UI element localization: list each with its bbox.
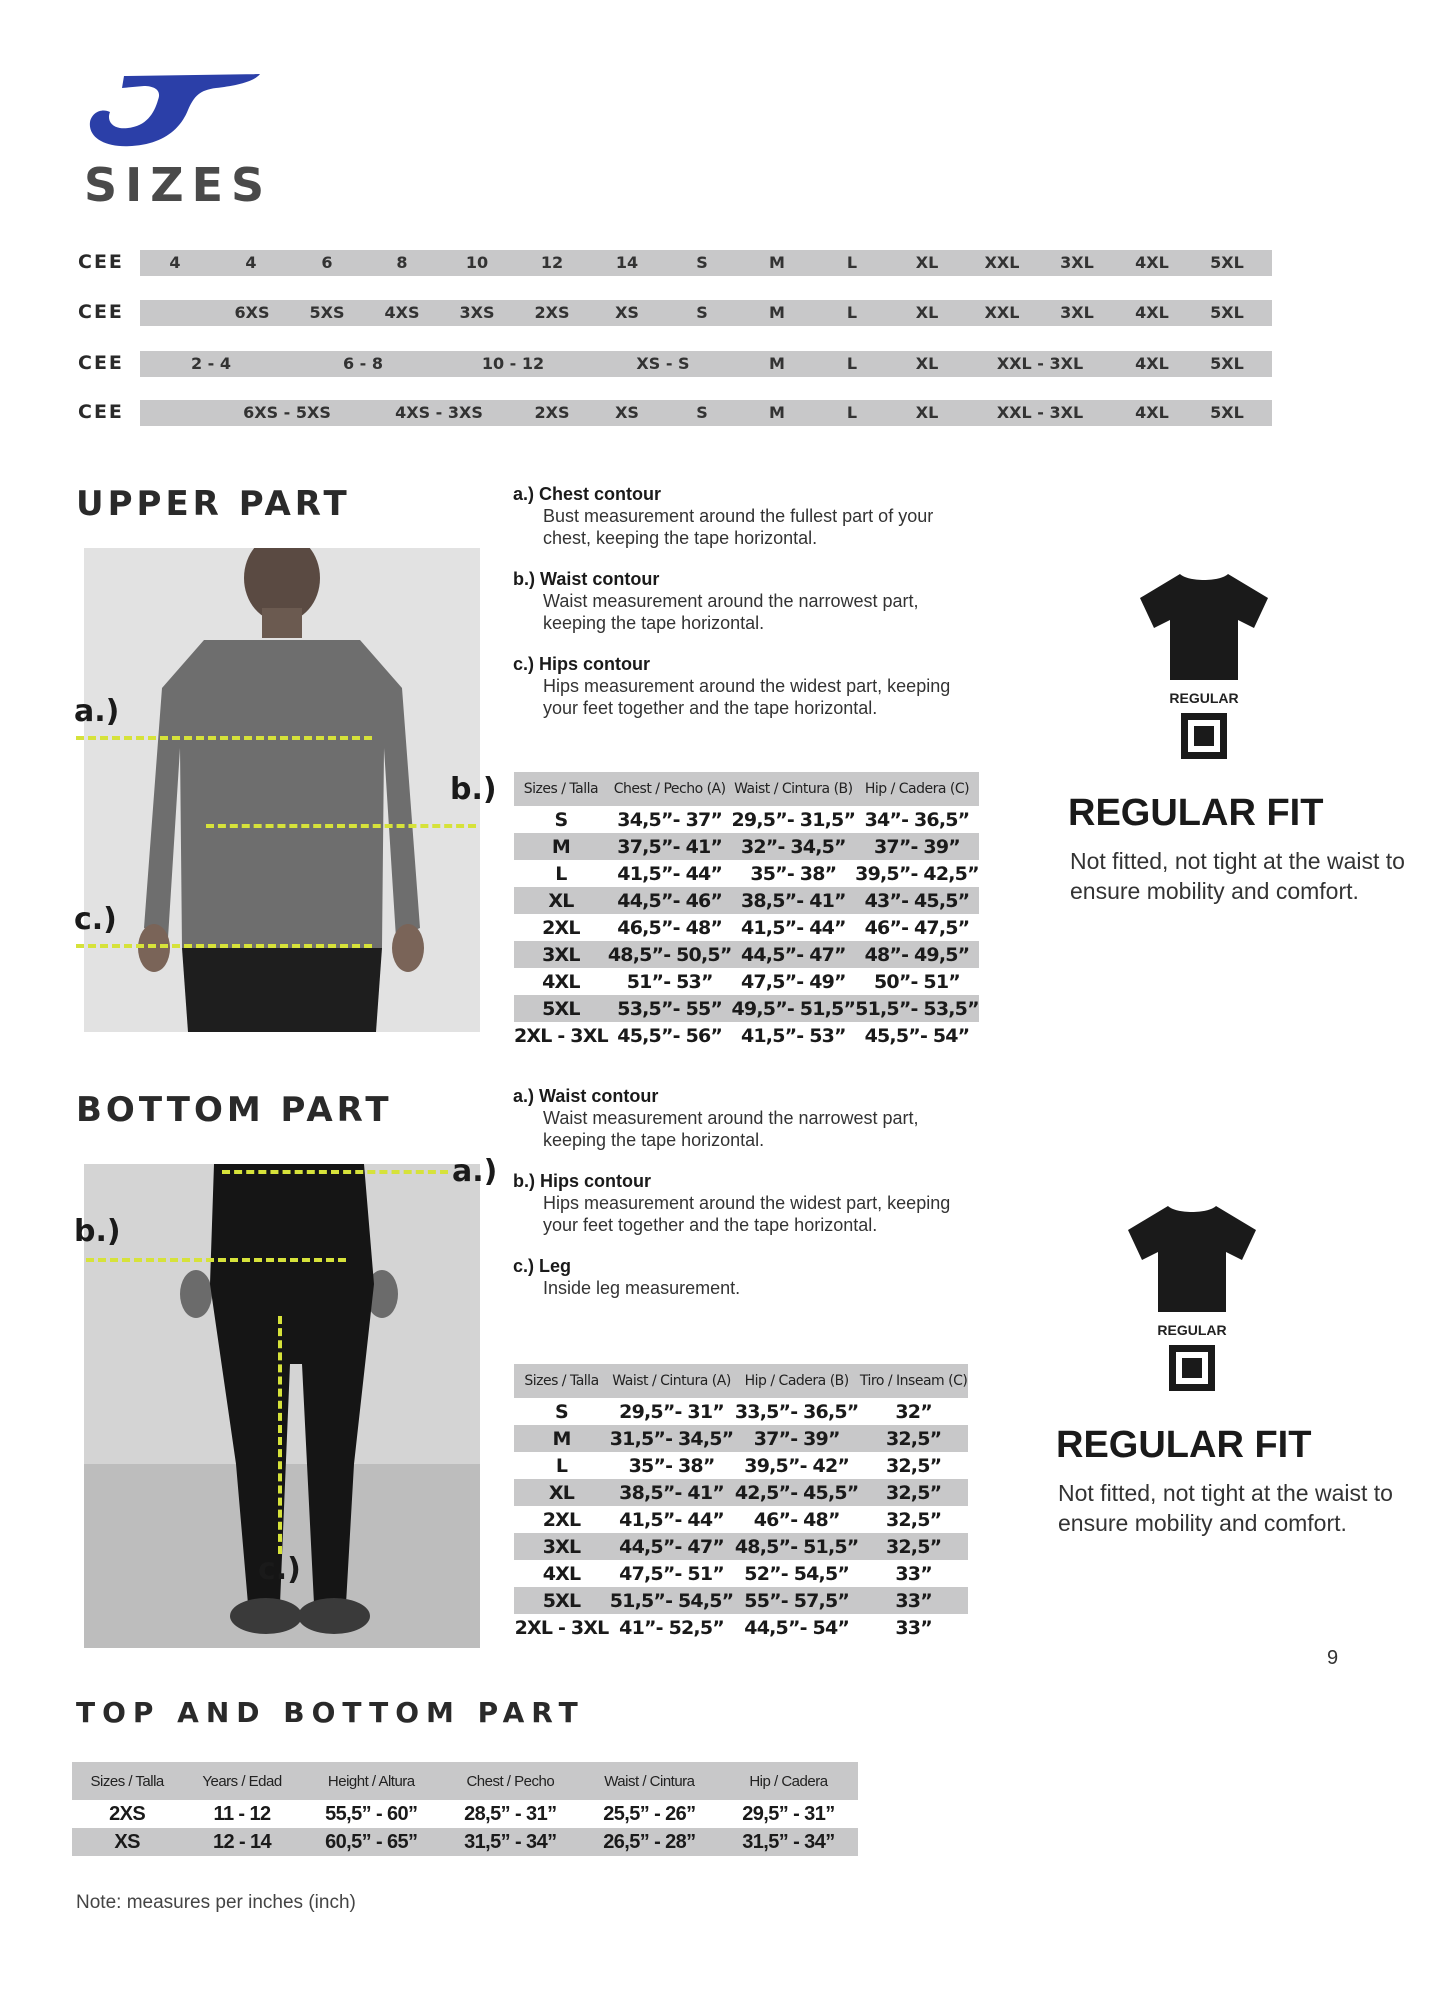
- cee-cell: 10: [465, 253, 489, 272]
- cee-cell: XL: [915, 354, 939, 373]
- cee-cell: S: [696, 303, 708, 322]
- cee-cell: 4XL: [1135, 303, 1169, 322]
- tshirt-icon: [1124, 1200, 1260, 1316]
- table-cell: 37”- 39”: [855, 833, 979, 860]
- table-cell: L: [555, 862, 567, 885]
- upper-descriptions: [513, 484, 983, 739]
- table-cell: 3XL: [514, 1533, 609, 1560]
- table-cell: 44,5”- 47”: [609, 1533, 734, 1560]
- leg-guide-line: [278, 1316, 282, 1554]
- cee-row-label: CEE: [78, 401, 124, 423]
- table-row: [514, 806, 979, 833]
- cee-cell: S: [696, 403, 708, 422]
- table-cell: 41,5”- 44”: [740, 916, 846, 939]
- table-cell: 2XL - 3XL: [514, 1024, 608, 1047]
- table-cell: 41,5”- 44”: [617, 862, 723, 885]
- bottom-part-title: BOTTOM PART: [76, 1090, 393, 1130]
- column-header: Tiro / Inseam (C): [859, 1364, 968, 1398]
- table-cell: 53,5”- 55”: [608, 995, 732, 1022]
- cee-cell: 6 - 8: [342, 354, 384, 373]
- cee-row: [140, 300, 1272, 326]
- table-cell: 38,5”- 41”: [609, 1479, 734, 1506]
- cee-cell: 8: [396, 253, 408, 272]
- table-cell: 33”: [859, 1587, 968, 1614]
- table-cell: 38,5”- 41”: [732, 887, 856, 914]
- cee-cell: M: [769, 303, 785, 322]
- table-cell: 25,5” - 26”: [603, 1802, 696, 1825]
- cee-cell: 5XS: [309, 303, 345, 322]
- desc-text: Hips measurement around the widest part, keeping your feet together and the tape horizontal.: [543, 1193, 951, 1235]
- table-cell: 32,5”: [885, 1454, 942, 1477]
- cee-cell: L: [846, 253, 858, 272]
- desc-title: c.) Leg: [513, 1256, 572, 1276]
- table-cell: 44,5”- 47”: [732, 941, 856, 968]
- cee-cell: 4XS: [384, 303, 420, 322]
- cee-row-label: CEE: [78, 352, 124, 374]
- column-header: Years / Edad: [182, 1762, 301, 1800]
- cee-cell: 6XS - 5XS: [243, 403, 331, 422]
- table-cell: 48,5”- 51,5”: [734, 1533, 859, 1560]
- waist-guide-line: [222, 1170, 448, 1174]
- top-bottom-part-title: TOP AND BOTTOM PART: [76, 1696, 585, 1729]
- table-cell: 32,5”: [885, 1508, 942, 1531]
- table-cell: 46”- 48”: [753, 1508, 840, 1531]
- cee-cell: XXL: [984, 303, 1020, 322]
- table-cell: 39,5”- 42,5”: [855, 862, 979, 885]
- table-cell: 35”- 38”: [628, 1454, 715, 1477]
- cee-cell: M: [769, 354, 785, 373]
- table-cell: 48”- 49,5”: [855, 941, 979, 968]
- cee-cell: 10 - 12: [481, 354, 545, 373]
- table-cell: 3XL: [514, 941, 608, 968]
- joma-logo: [84, 70, 264, 150]
- table-cell: 32,5”: [859, 1425, 968, 1452]
- column-header: Sizes / Talla: [514, 772, 608, 806]
- cee-cell: XL: [915, 303, 939, 322]
- cee-cell: XS: [615, 303, 639, 322]
- table-cell: 33”: [895, 1616, 932, 1639]
- cee-cell: XXL - 3XL: [996, 354, 1084, 373]
- bottom-descriptions: [513, 1086, 983, 1319]
- table-cell: XL: [514, 887, 608, 914]
- cee-cell: 2XS: [534, 403, 570, 422]
- table-cell: M: [514, 833, 608, 860]
- table-cell: 37”- 39”: [734, 1425, 859, 1452]
- table-cell: 45,5”- 56”: [617, 1024, 723, 1047]
- desc-text: Hips measurement around the widest part, keeping your feet together and the tape horizontal.: [543, 676, 951, 718]
- chest-guide-line: [76, 736, 372, 740]
- table-cell: 45,5”- 54”: [864, 1024, 970, 1047]
- table-cell: 11 - 12: [213, 1802, 271, 1825]
- marker-c: c.): [74, 902, 117, 937]
- cee-cell: 4XS - 3XS: [395, 403, 483, 422]
- table-cell: 29,5”- 31,5”: [731, 808, 856, 831]
- cee-cell: 4XL: [1135, 253, 1169, 272]
- table-cell: 55”- 57,5”: [734, 1587, 859, 1614]
- column-header: Waist / Cintura (A): [609, 1364, 734, 1398]
- marker-b: b.): [74, 1214, 121, 1249]
- cee-cell: XXL - 3XL: [996, 403, 1084, 422]
- table-cell: 31,5” - 34”: [719, 1828, 858, 1856]
- cee-cell: L: [846, 303, 858, 322]
- cee-cell: 2XS: [534, 303, 570, 322]
- cee-cell: 3XL: [1060, 253, 1094, 272]
- table-cell: 2XL: [542, 1508, 581, 1531]
- table-cell: L: [555, 1454, 568, 1477]
- table-cell: 29,5”- 31”: [619, 1400, 724, 1423]
- regular-fit-icon: [1169, 1345, 1215, 1391]
- table-cell: 12 - 14: [182, 1828, 301, 1856]
- table-cell: 41”- 52,5”: [619, 1616, 724, 1639]
- column-header: Hip / Cadera: [719, 1762, 858, 1800]
- fit-description: Not fitted, not tight at the waist to ensure mobility and comfort.: [1058, 1480, 1393, 1536]
- table-cell: 4XL: [542, 1562, 581, 1585]
- table-cell: 51,5”- 54,5”: [609, 1587, 734, 1614]
- column-header: Hip / Cadera (B): [734, 1364, 859, 1398]
- desc-title: b.) Hips contour: [513, 1171, 651, 1191]
- column-header: Hip / Cadera (C): [855, 772, 979, 806]
- bottom-size-table: [514, 1364, 968, 1641]
- table-cell: 34,5”- 37”: [617, 808, 723, 831]
- regular-badge-label: REGULAR: [1169, 690, 1239, 706]
- table-row: [72, 1828, 858, 1856]
- table-row: [514, 968, 979, 995]
- marker-b: b.): [450, 772, 497, 807]
- table-row: [514, 1479, 968, 1506]
- table-row: [514, 1506, 968, 1533]
- table-cell: 32,5”: [859, 1479, 968, 1506]
- table-row: [514, 995, 979, 1022]
- table-row: [514, 860, 979, 887]
- upper-part-title: UPPER PART: [76, 484, 351, 524]
- table-cell: S: [555, 1400, 568, 1423]
- desc-text: Waist measurement around the narrowest part, keeping the tape horizontal.: [543, 1108, 919, 1150]
- marker-a: a.): [452, 1154, 498, 1189]
- table-cell: 46”- 47,5”: [864, 916, 970, 939]
- table-row: [514, 1587, 968, 1614]
- desc-text: Waist measurement around the narrowest part, keeping the tape horizontal.: [543, 591, 919, 633]
- table-cell: XL: [514, 1479, 609, 1506]
- cee-row-label: CEE: [78, 251, 124, 273]
- desc-title: c.) Hips contour: [513, 654, 651, 674]
- cee-cell: 2 - 4: [190, 354, 232, 373]
- table-cell: 33”: [895, 1562, 932, 1585]
- cee-cell: 4: [169, 253, 181, 272]
- table-cell: 28,5” - 31”: [464, 1802, 557, 1825]
- table-cell: 5XL: [514, 995, 608, 1022]
- table-header-row: [514, 772, 979, 806]
- cee-cell: XS: [615, 403, 639, 422]
- column-header: Chest / Pecho (A): [608, 772, 732, 806]
- table-row: [514, 833, 979, 860]
- cee-cell: 3XL: [1060, 303, 1094, 322]
- table-cell: S: [554, 808, 568, 831]
- cee-cell: L: [846, 403, 858, 422]
- upper-body-photo: [84, 548, 480, 1032]
- table-cell: 46,5”- 48”: [617, 916, 723, 939]
- column-header: Waist / Cintura: [580, 1762, 719, 1800]
- regular-badge-label: REGULAR: [1157, 1322, 1227, 1338]
- table-cell: 31,5”- 34,5”: [609, 1425, 734, 1452]
- cee-row: [140, 400, 1272, 426]
- table-cell: 35”- 38”: [750, 862, 837, 885]
- table-cell: 60,5” - 65”: [302, 1828, 441, 1856]
- table-row: [514, 887, 979, 914]
- table-cell: 4XL: [542, 970, 580, 993]
- footnote: Note: measures per inches (inch): [76, 1892, 356, 1913]
- table-cell: 33,5”- 36,5”: [734, 1400, 859, 1423]
- cee-cell: 6: [321, 253, 333, 272]
- table-cell: 51”- 53”: [626, 970, 713, 993]
- tshirt-icon: [1136, 568, 1272, 684]
- top-bottom-size-table: [72, 1762, 858, 1856]
- cee-cell: XL: [915, 403, 939, 422]
- cee-row-label: CEE: [78, 301, 124, 323]
- table-cell: 44,5”- 46”: [608, 887, 732, 914]
- marker-c: c.): [258, 1552, 301, 1587]
- cee-row: [140, 351, 1272, 377]
- table-cell: 52”- 54,5”: [744, 1562, 850, 1585]
- cee-cell: 6XS: [234, 303, 270, 322]
- table-row: [514, 1398, 968, 1425]
- table-cell: 2XL: [542, 916, 580, 939]
- column-header: Chest / Pecho: [441, 1762, 580, 1800]
- regular-fit-icon: [1181, 713, 1227, 759]
- marker-a: a.): [74, 694, 120, 729]
- table-cell: 39,5”- 42”: [744, 1454, 850, 1477]
- fit-description: Not fitted, not tight at the waist to ensure mobility and comfort.: [1070, 848, 1405, 904]
- hips-guide-line: [86, 1258, 346, 1262]
- table-cell: 32,5”: [859, 1533, 968, 1560]
- cee-cell: 14: [615, 253, 639, 272]
- cee-cell: 5XL: [1210, 253, 1244, 272]
- table-cell: 2XL - 3XL: [514, 1616, 609, 1639]
- fit-title: REGULAR FIT: [1068, 792, 1324, 834]
- table-cell: XS: [72, 1828, 182, 1856]
- waist-guide-line: [206, 824, 476, 828]
- cee-cell: 4XL: [1135, 403, 1169, 422]
- table-cell: 5XL: [514, 1587, 609, 1614]
- table-row: [514, 1022, 979, 1049]
- page-number: 9: [1327, 1647, 1339, 1669]
- table-cell: 47,5”- 49”: [740, 970, 846, 993]
- cee-cell: 5XL: [1210, 354, 1244, 373]
- cee-row: [140, 250, 1272, 276]
- desc-title: b.) Waist contour: [513, 569, 660, 589]
- table-cell: 55,5” - 60”: [325, 1802, 418, 1825]
- table-row: [514, 941, 979, 968]
- column-header: Sizes / Talla: [514, 1364, 609, 1398]
- desc-title: a.) Chest contour: [513, 484, 662, 504]
- table-row: [514, 1533, 968, 1560]
- table-cell: M: [514, 1425, 609, 1452]
- page-title: SIZES: [84, 158, 273, 212]
- table-cell: 41,5”- 53”: [740, 1024, 846, 1047]
- table-cell: 42,5”- 45,5”: [734, 1479, 859, 1506]
- table-cell: 44,5”- 54”: [744, 1616, 850, 1639]
- table-cell: 29,5” - 31”: [742, 1802, 835, 1825]
- cee-cell: 5XL: [1210, 303, 1244, 322]
- cee-cell: 5XL: [1210, 403, 1244, 422]
- column-header: Sizes / Talla: [72, 1762, 182, 1800]
- cee-cell: 3XS: [459, 303, 495, 322]
- table-cell: 48,5”- 50,5”: [608, 941, 732, 968]
- table-cell: 37,5”- 41”: [608, 833, 732, 860]
- cee-cell: M: [769, 253, 785, 272]
- cee-cell: 4XL: [1135, 354, 1169, 373]
- table-cell: 41,5”- 44”: [619, 1508, 724, 1531]
- table-row: [514, 1425, 968, 1452]
- cee-cell: L: [846, 354, 858, 373]
- table-row: [514, 1560, 968, 1587]
- desc-text: Bust measurement around the fullest part of your chest, keeping the tape horizontal.: [543, 506, 934, 548]
- cee-cell: XL: [915, 253, 939, 272]
- table-cell: 34”- 36,5”: [864, 808, 970, 831]
- table-header-row: [72, 1762, 858, 1800]
- table-cell: 43”- 45,5”: [855, 887, 979, 914]
- table-cell: 50”- 51”: [873, 970, 960, 993]
- cee-cell: M: [769, 403, 785, 422]
- table-cell: 51,5”- 53,5”: [855, 995, 979, 1022]
- table-row: [514, 914, 979, 941]
- hips-guide-line: [76, 944, 372, 948]
- table-cell: 32”: [895, 1400, 932, 1423]
- cee-cell: 12: [540, 253, 564, 272]
- table-row: [514, 1614, 968, 1641]
- upper-size-table: [514, 772, 979, 1049]
- column-header: Height / Altura: [302, 1762, 441, 1800]
- table-row: [72, 1800, 858, 1828]
- cee-cell: 4: [245, 253, 257, 272]
- fit-title: REGULAR FIT: [1056, 1424, 1312, 1466]
- table-cell: 49,5”- 51,5”: [732, 995, 856, 1022]
- column-header: Waist / Cintura (B): [732, 772, 856, 806]
- desc-text: Inside leg measurement.: [543, 1278, 741, 1298]
- table-cell: 47,5”- 51”: [619, 1562, 724, 1585]
- desc-title: a.) Waist contour: [513, 1086, 659, 1106]
- table-cell: 2XS: [109, 1802, 146, 1825]
- table-cell: 26,5” - 28”: [580, 1828, 719, 1856]
- table-cell: 31,5” - 34”: [441, 1828, 580, 1856]
- cee-cell: XXL: [984, 253, 1020, 272]
- table-header-row: [514, 1364, 968, 1398]
- table-cell: 32”- 34,5”: [732, 833, 856, 860]
- table-row: [514, 1452, 968, 1479]
- cee-cell: S: [696, 253, 708, 272]
- cee-cell: XS - S: [636, 354, 690, 373]
